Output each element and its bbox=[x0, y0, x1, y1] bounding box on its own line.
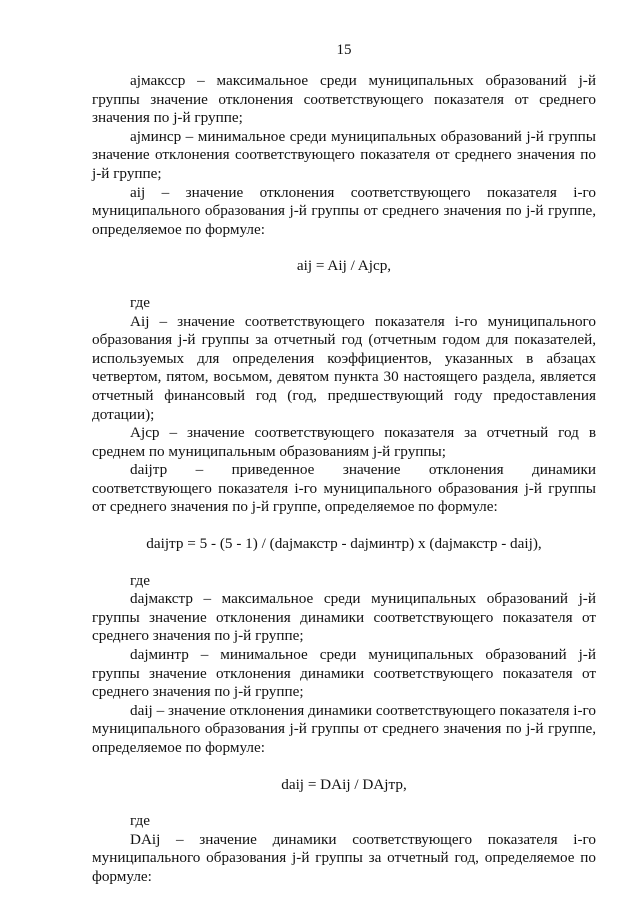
paragraph-aij: aij – значение отклонения соответствующего показателя i-го муниципального образования j-й группы от среднего значения по j-й группе, определяемое по формуле: bbox=[92, 183, 596, 238]
page-number: 15 bbox=[336, 42, 352, 58]
paragraph-ajminsr: ajминср – минимальное среди муниципальных образований j-й группы значение отклонения соответствующего показателя от среднего значения по j-й группе; bbox=[92, 127, 596, 182]
formula-daijtr: daijтр = 5 - (5 - 1) / (dajмакстр - dajминтр) x (dajмакстр - daij), bbox=[146, 535, 542, 553]
document-body bbox=[92, 72, 596, 887]
label-where: где bbox=[130, 293, 150, 311]
label-where: где bbox=[130, 571, 150, 589]
formula-aij: aij = Aij / Ajср, bbox=[296, 257, 392, 275]
paragraph-daij: daij – значение отклонения динамики соответствующего показателя i-го муниципального образования j-й группы от среднего значения по j-й группе, определяемое по формуле: bbox=[92, 701, 596, 756]
paragraph-ajmaxsr: ajмаксср – максимальное среди муниципальных образований j-й группы значение отклонения соответствующего показателя от среднего значения по j-й группе; bbox=[92, 72, 596, 127]
paragraph-daijtr: daijтр – приведенное значение отклонения динамики соответствующего показателя i-го муниципального образования j-й группы от среднего значения по j-й группе, определяемое по формуле: bbox=[92, 461, 596, 516]
paragraph-dajmaxtr: dajмакстр – максимальное среди муниципальных образований j-й группы значение отклонения динамики соответствующего показателя от среднего значения по j-й группе; bbox=[92, 590, 596, 645]
label-where: где bbox=[130, 812, 150, 830]
paragraph-dajmintr: dajминтр – минимальное среди муниципальных образований j-й группы значение отклонения динамики соответствующего показателя от среднего значения по j-й группе; bbox=[92, 646, 596, 701]
paragraph-Aij: Aij – значение соответствующего показателя i-го муниципального образования j-й группы за отчетный год (отчетным годом для показателей, используемых для определения коэффициентов, указанных в абзацах четвертом, пятом, восьмом, девятом пункта 30 настоящего раздела, является отчетный финансовый год (год, предшествующий году предоставления дотации); bbox=[92, 312, 596, 423]
formula-daij: daij = DAij / DAjтр, bbox=[281, 775, 407, 793]
paragraph-DAij: DAij – значение динамики соответствующего показателя i-го муниципального образования j-й группы за отчетный год, определяемое по формуле: bbox=[92, 830, 596, 885]
paragraph-Ajsr: Ajср – значение соответствующего показателя за отчетный год в среднем по муниципальным образованиям j-й группы; bbox=[92, 424, 596, 460]
